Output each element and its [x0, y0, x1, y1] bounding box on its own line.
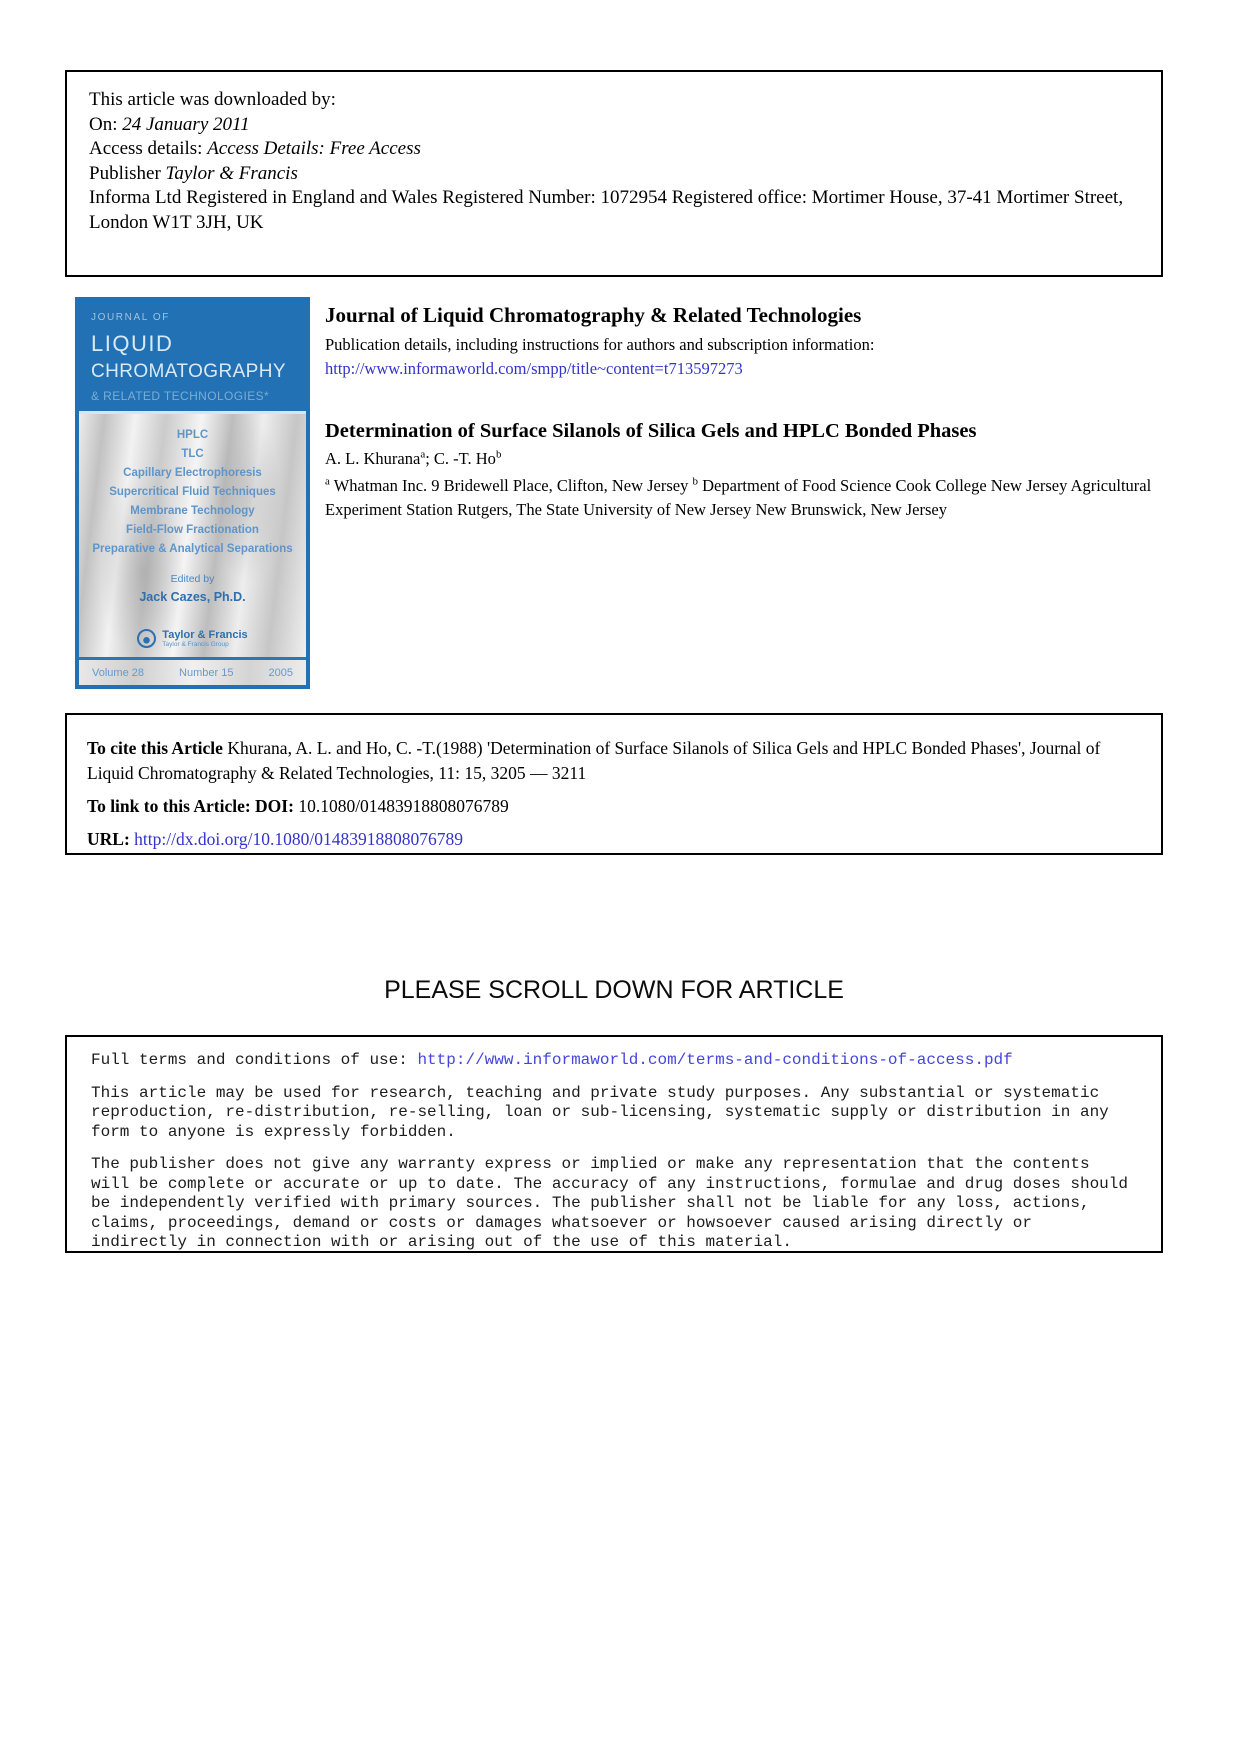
- cover-volume-strip: [79, 660, 306, 685]
- cover-edited-by: Edited by: [170, 573, 215, 585]
- publication-details: Publication details, including instructions for authors and subscription information:: [325, 335, 875, 354]
- journal-header: [325, 303, 1163, 522]
- cover-title-line3: & RELATED TECHNOLOGIES*: [91, 389, 270, 403]
- cover-year: 2005: [268, 666, 293, 679]
- url-line: URL: http://dx.doi.org/10.1080/01483918808076789: [87, 829, 463, 849]
- cover-topic: HPLC: [176, 429, 209, 441]
- usage-paragraph: This article may be used for research, teaching and private study purposes. Any substantial or systematic reproduction, re-distribution, re-selling, loan or sub-licensing, systematic supply or distribution in any form to anyone is expressly forbidden.: [91, 1083, 1109, 1141]
- doi-url-link[interactable]: http://dx.doi.org/10.1080/01483918808076789: [134, 829, 463, 849]
- download-info-box: [65, 70, 1163, 277]
- warranty-paragraph: The publisher does not give any warranty express or implied or make any representation that the contents will be complete or accurate or up to date. The accuracy of any instructions, formulae and drug doses should be independently verified with primary sources. The publisher shall not be liable for any loss, actions, claims, proceedings, demand or costs or damages whatsoever or howsoever caused arising directly or indirectly in connection with or arising out of the use of this material.: [91, 1155, 1128, 1251]
- registration-line: Informa Ltd Registered in England and Wales Registered Number: 1072954 Registered office: Mortimer House, 37-41 Mortimer Street, London W1T 3JH, UK: [89, 187, 1124, 233]
- cover-number: Number 15: [179, 666, 234, 679]
- cover-body: [79, 414, 306, 657]
- journal-cover: [75, 297, 310, 689]
- cite-line: To cite this Article Khurana, A. L. and Ho, C. -T.(1988) 'Determination of Surface Silanols of Silica Gels and HPLC Bonded Phases', Journal of Liquid Chromatography & Related Technologies, 11: 15, 3205 — 3211: [87, 738, 1101, 783]
- taylor-francis-logo-icon: [137, 629, 156, 648]
- logo-subtext: Taylor & Francis Group: [162, 641, 229, 648]
- article-authors: A. L. Khurana$^a$; C. -T. Ho$^b$: [325, 448, 502, 468]
- cover-volume: Volume 28: [92, 666, 144, 679]
- cover-topic: Field-Flow Fractionation: [126, 524, 259, 536]
- access-details-line: Access details: Access Details: Free Access: [89, 138, 421, 160]
- cover-topic: Supercritical Fluid Techniques: [109, 486, 276, 498]
- downloaded-by-line: This article was downloaded by:: [89, 89, 336, 110]
- logo-text: Taylor & Francis: [162, 629, 248, 641]
- taylor-francis-logo: [137, 629, 247, 648]
- journal-title: Journal of Liquid Chromatography & Related Technologies: [325, 303, 862, 327]
- doi-line: To link to this Article: DOI: 10.1080/01483918808076789: [87, 796, 509, 816]
- article-title: Determination of Surface Silanols of Silica Gels and HPLC Bonded Phases: [325, 420, 977, 442]
- cover-topic: TLC: [181, 448, 204, 460]
- full-terms-line: Full terms and conditions of use: http://www.informaworld.com/terms-and-conditions-of-access.pdf: [91, 1051, 1013, 1069]
- cover-topic: Preparative & Analytical Separations: [92, 543, 293, 555]
- citation-box: [65, 713, 1163, 855]
- download-date-line: On: 24 January 2011: [89, 113, 250, 135]
- terms-link[interactable]: http://www.informaworld.com/terms-and-conditions-of-access.pdf: [417, 1051, 1013, 1069]
- cover-title-line2: CHROMATOGRAPHY: [91, 361, 286, 382]
- cover-topic: Membrane Technology: [130, 505, 255, 517]
- terms-box: [65, 1035, 1163, 1253]
- cover-masthead: [79, 297, 306, 411]
- cover-topic: Capillary Electrophoresis: [123, 467, 262, 479]
- scroll-notice: PLEASE SCROLL DOWN FOR ARTICLE: [384, 976, 844, 1004]
- article-affiliations: $^a$ Whatman Inc. 9 Bridewell Place, Clifton, New Jersey $^b$ Department of Food Science Cook College New Jersey Agricultural Experiment Station Rutgers, The State University of New Jersey New Brunswick, New Jersey: [325, 475, 1152, 519]
- journal-url-link[interactable]: http://www.informaworld.com/smpp/title~content=t713597273: [325, 359, 743, 378]
- cover-title-line1: LIQUID: [91, 331, 174, 356]
- cover-editor: Jack Cazes, Ph.D.: [139, 590, 246, 604]
- publisher-line: Publisher Taylor & Francis: [89, 162, 298, 184]
- cover-kicker: JOURNAL OF: [91, 312, 170, 323]
